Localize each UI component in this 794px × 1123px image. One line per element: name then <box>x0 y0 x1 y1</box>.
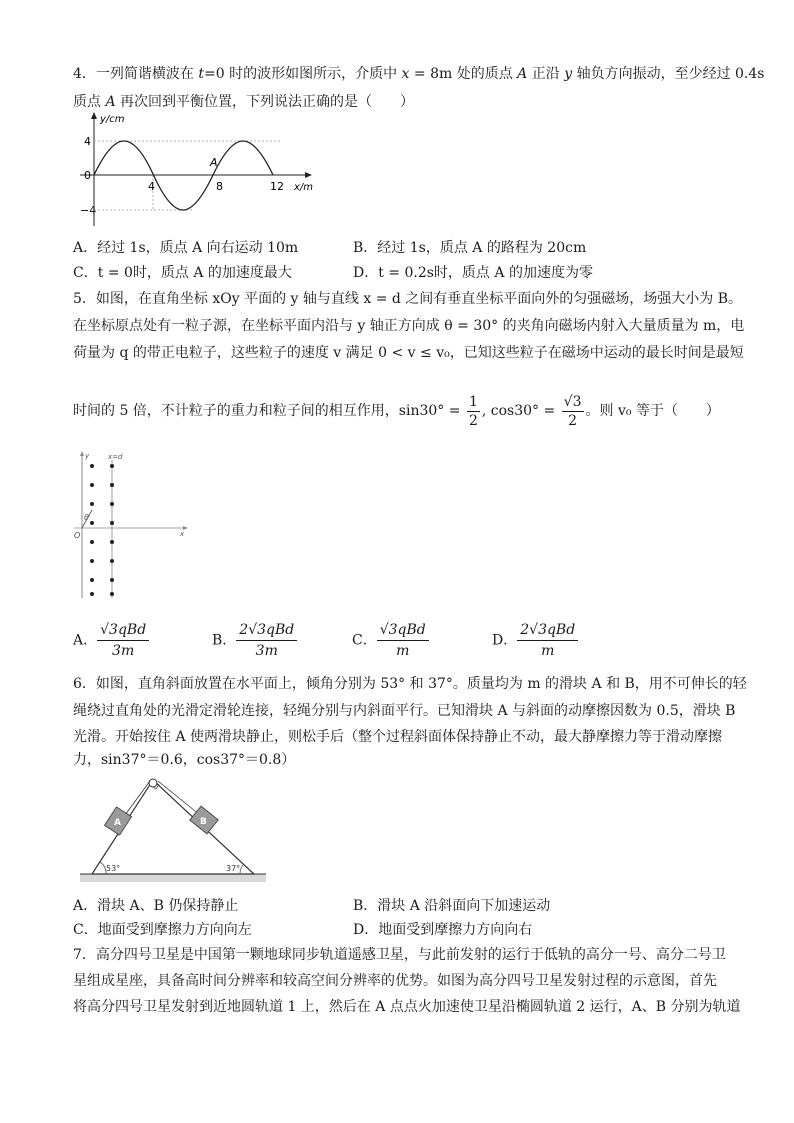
q4-wave-graph <box>80 110 320 228</box>
q5-option-C: C． $\frac{\text{√3qBd}}{m}$ <box>352 620 429 661</box>
q6-line-4: 力，sin37°＝0.6，cos37°＝0.8） <box>73 752 296 768</box>
q6-option-B: B．滑块 A 沿斜面向下加速运动 <box>353 898 551 914</box>
sin-fraction: $\frac{1}{2}$ <box>468 393 478 429</box>
x-tick-12: 12 <box>270 180 284 193</box>
q7-line-1: 7．高分四号卫星是中国第一颗地球同步轨道遥感卫星，与此前发射的运行于低轨的高分一号、高分二号卫 <box>73 947 726 963</box>
angle-53-label: 53° <box>106 864 121 873</box>
q7-line-2: 星组成星座，具备高时间分辨率和较高空间分辨率的优势。如图为高分四号卫星发射过程的示意图，首先 <box>73 973 717 989</box>
q6-line-1: 6．如图，直角斜面放置在水平面上，倾角分别为 53° 和 37°。质量均为 m 的滑块 A 和 B，用不可伸长的轻 <box>73 676 747 692</box>
q6-option-A: A．滑块 A、B 仍保持静止 <box>73 898 239 914</box>
q4-option-C: C．t = 0时，质点 A 的加速度最大 <box>73 265 292 281</box>
angle-37-label: 37° <box>226 864 241 873</box>
q6-line-2: 绳绕过直角处的光滑定滑轮连接，轻绳分别与内斜面平行。已知滑块 A 与斜面的动摩擦因数为 0.5，滑块 B <box>73 703 736 719</box>
x-label: x <box>180 530 185 538</box>
q6-line-3: 光滑。开始按住 A 使两滑块静止，则松手后（整个过程斜面体保持静止不动，最大静摩擦力等于滑动摩擦 <box>73 729 723 745</box>
origin-O-label: O <box>74 531 81 540</box>
q5-option-D: D． $\frac{\text{2√3qBd}}{m}$ <box>492 620 578 661</box>
x-tick-8: 8 <box>216 180 223 193</box>
q4-option-A: A．经过 1s，质点 A 向右运动 10m <box>73 240 299 256</box>
block-A-label: A <box>114 818 121 828</box>
q6-incline-figure <box>80 772 270 884</box>
line-x-d-label: x=d <box>108 453 123 461</box>
point-A-label: A <box>210 156 218 169</box>
y-axis-arrow <box>91 112 97 119</box>
q4-line-2: 质点 A 再次回到平衡位置，下列说法正确的是（ ） <box>73 94 415 110</box>
q5-option-A: A． $\frac{\text{√3qBd}}{3m}$ <box>73 620 149 661</box>
x-tick-4: 4 <box>148 180 155 193</box>
x-axis-arrow <box>305 172 312 178</box>
y-tick-neg4: −4 <box>80 204 97 217</box>
q4-option-D: D．t = 0.2s时，质点 A 的加速度为零 <box>353 265 593 281</box>
block-B-label: B <box>200 817 207 827</box>
q4-option-B: B．经过 1s，质点 A 的路程为 20cm <box>353 240 587 256</box>
y-axis-label: y/cm <box>100 114 125 125</box>
q5-field-figure <box>70 450 195 600</box>
q6-option-D: D．地面受到摩擦力方向向右 <box>353 922 533 938</box>
q5-option-B: B． $\frac{\text{2√3qBd}}{3m}$ <box>212 620 297 661</box>
y-label: y <box>85 452 90 460</box>
q7-line-3: 将高分四号卫星发射到近地圆轨道 1 上，然后在 A 点点火加速使卫星沿椭圆轨道 2 运行，A、B 分别为轨道 <box>73 999 741 1015</box>
q5-line-2: 在坐标原点处有一粒子源，在坐标平面内沿与 y 轴正方向成 θ = 30° 的夹角向磁场内射入大量质量为 m，电 <box>73 318 745 334</box>
x-axis-label: x/m <box>294 182 314 193</box>
origin-label: 0 <box>84 169 91 182</box>
q5-line-1: 5．如图，在直角坐标 xOy 平面的 y 轴与直线 x = d 之间有垂直坐标平面向外的匀强磁场，场强大小为 B。 <box>73 291 743 307</box>
q6-option-C: C．地面受到摩擦力方向向左 <box>73 922 252 938</box>
q5-line-4: 时间的 5 倍，不计粒子的重力和粒子间的相互作用，sin30° = $\frac{1}{2}$ , cos30° = $\frac{√3}{2}$ 。则 v₀ 等于（ ） <box>73 393 720 429</box>
cos-fraction: $\frac{√3}{2}$ <box>563 393 582 429</box>
y-tick-4: 4 <box>84 135 91 148</box>
q5-line-3: 荷量为 q 的带正电粒子，这些粒子的速度 v 满足 0 < v ≤ v₀，已知这些粒子在磁场中运动的最长时间是最短 <box>73 345 744 361</box>
theta-label: θ <box>84 513 89 522</box>
q4-line-1: 4．一列简谐横波在 t=0 时的波形如图所示，介质中 x = 8m 处的质点 A 正沿 y 轴负方向振动，至少经过 0.4s <box>73 66 765 82</box>
